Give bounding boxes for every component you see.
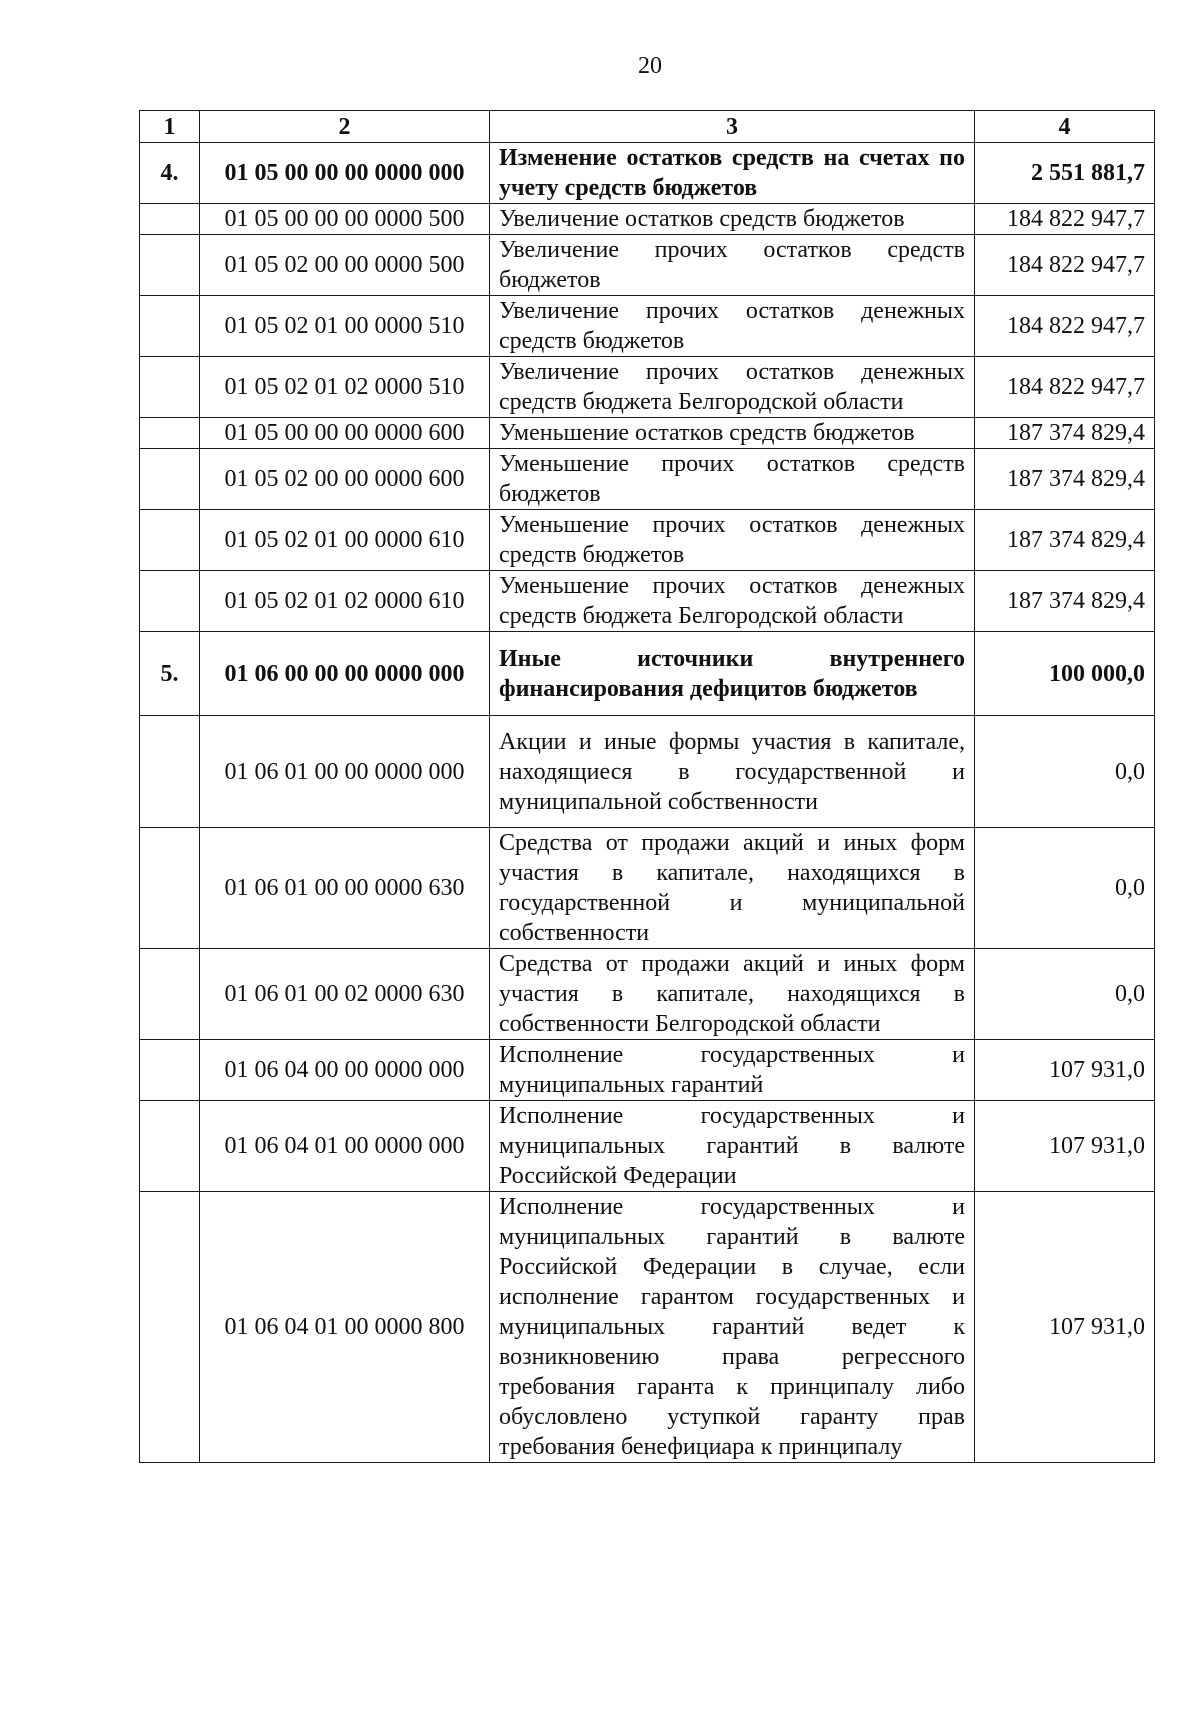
budget-code-cell: 01 05 02 01 00 0000 510 — [200, 296, 490, 357]
header-col-2: 2 — [200, 111, 490, 143]
amount-cell: 184 822 947,7 — [975, 357, 1155, 418]
amount-cell: 0,0 — [975, 716, 1155, 828]
description-cell: Увеличение остатков средств бюджетов — [490, 204, 975, 235]
amount-cell: 184 822 947,7 — [975, 296, 1155, 357]
table-row — [140, 1192, 1155, 1463]
row-number-cell — [140, 235, 200, 296]
amount-cell: 184 822 947,7 — [975, 204, 1155, 235]
amount-cell: 107 931,0 — [975, 1192, 1155, 1463]
description-cell: Уменьшение прочих остатков денежных средств бюджета Белгородской области — [490, 571, 975, 632]
row-number-cell — [140, 828, 200, 949]
header-col-3: 3 — [490, 111, 975, 143]
description-cell: Увеличение прочих остатков денежных средств бюджета Белгородской области — [490, 357, 975, 418]
table-row — [140, 357, 1155, 418]
table-row — [140, 1040, 1155, 1101]
description-cell: Исполнение государственных и муниципальных гарантий в валюте Российской Федерации — [490, 1101, 975, 1192]
row-number-cell — [140, 449, 200, 510]
header-col-4: 4 — [975, 111, 1155, 143]
amount-cell: 107 931,0 — [975, 1040, 1155, 1101]
budget-code-cell: 01 06 04 00 00 0000 000 — [200, 1040, 490, 1101]
amount-cell: 100 000,0 — [975, 632, 1155, 716]
row-number-cell — [140, 1192, 200, 1463]
table-row — [140, 828, 1155, 949]
budget-code-cell: 01 05 00 00 00 0000 600 — [200, 418, 490, 449]
table-row — [140, 949, 1155, 1040]
amount-cell: 187 374 829,4 — [975, 510, 1155, 571]
page-number: 20 — [638, 53, 662, 79]
row-number-cell — [140, 418, 200, 449]
row-number-cell — [140, 716, 200, 828]
budget-code-cell: 01 05 02 00 00 0000 500 — [200, 235, 490, 296]
table-row — [140, 632, 1155, 716]
row-number-cell: 5. — [140, 632, 200, 716]
description-cell: Уменьшение прочих остатков денежных средств бюджетов — [490, 510, 975, 571]
table-row — [140, 449, 1155, 510]
amount-cell: 184 822 947,7 — [975, 235, 1155, 296]
budget-code-cell: 01 05 00 00 00 0000 000 — [200, 143, 490, 204]
budget-code-cell: 01 05 00 00 00 0000 500 — [200, 204, 490, 235]
amount-cell: 187 374 829,4 — [975, 449, 1155, 510]
table-row — [140, 143, 1155, 204]
table-row — [140, 510, 1155, 571]
header-col-1: 1 — [140, 111, 200, 143]
row-number-cell — [140, 571, 200, 632]
budget-sources-table — [139, 110, 1155, 1463]
description-cell: Уменьшение остатков средств бюджетов — [490, 418, 975, 449]
budget-code-cell: 01 06 01 00 00 0000 630 — [200, 828, 490, 949]
row-number-cell — [140, 1101, 200, 1192]
table-row — [140, 235, 1155, 296]
amount-cell: 187 374 829,4 — [975, 571, 1155, 632]
description-cell: Увеличение прочих остатков денежных средств бюджетов — [490, 296, 975, 357]
description-cell: Средства от продажи акций и иных форм участия в капитале, находящихся в государственной и муниципальной собственности — [490, 828, 975, 949]
table-row — [140, 204, 1155, 235]
row-number-cell — [140, 1040, 200, 1101]
budget-code-cell: 01 05 02 01 00 0000 610 — [200, 510, 490, 571]
table-row — [140, 296, 1155, 357]
budget-code-cell: 01 06 04 01 00 0000 800 — [200, 1192, 490, 1463]
amount-cell: 0,0 — [975, 828, 1155, 949]
budget-code-cell: 01 06 01 00 02 0000 630 — [200, 949, 490, 1040]
amount-cell: 187 374 829,4 — [975, 418, 1155, 449]
row-number-cell — [140, 204, 200, 235]
description-cell: Исполнение государственных и муниципальных гарантий — [490, 1040, 975, 1101]
budget-code-cell: 01 05 02 01 02 0000 610 — [200, 571, 490, 632]
description-cell: Иные источники внутреннего финансирования дефицитов бюджетов — [490, 632, 975, 716]
row-number-cell — [140, 357, 200, 418]
description-cell: Уменьшение прочих остатков средств бюджетов — [490, 449, 975, 510]
table-row — [140, 1101, 1155, 1192]
budget-code-cell: 01 05 02 00 00 0000 600 — [200, 449, 490, 510]
row-number-cell — [140, 510, 200, 571]
table-body — [140, 143, 1155, 1463]
budget-code-cell: 01 06 00 00 00 0000 000 — [200, 632, 490, 716]
budget-code-cell: 01 05 02 01 02 0000 510 — [200, 357, 490, 418]
amount-cell: 107 931,0 — [975, 1101, 1155, 1192]
table-row — [140, 418, 1155, 449]
row-number-cell: 4. — [140, 143, 200, 204]
description-cell: Средства от продажи акций и иных форм участия в капитале, находящихся в собственности Белгородской области — [490, 949, 975, 1040]
row-number-cell — [140, 296, 200, 357]
amount-cell: 0,0 — [975, 949, 1155, 1040]
table-row — [140, 716, 1155, 828]
amount-cell: 2 551 881,7 — [975, 143, 1155, 204]
description-cell: Акции и иные формы участия в капитале, находящиеся в государственной и муниципальной собственности — [490, 716, 975, 828]
table-row — [140, 571, 1155, 632]
description-cell: Увеличение прочих остатков средств бюджетов — [490, 235, 975, 296]
description-cell: Изменение остатков средств на счетах по учету средств бюджетов — [490, 143, 975, 204]
table-header-row — [140, 111, 1155, 143]
budget-code-cell: 01 06 04 01 00 0000 000 — [200, 1101, 490, 1192]
budget-code-cell: 01 06 01 00 00 0000 000 — [200, 716, 490, 828]
description-cell: Исполнение государственных и муниципальных гарантий в валюте Российской Федерации в случае, если исполнение гарантом государственных и муниципальных гарантий ведет к возникновению права регрессного требования гаранта к принципалу либо обусловлено уступкой гаранту прав требования бенефициара к принципалу — [490, 1192, 975, 1463]
row-number-cell — [140, 949, 200, 1040]
